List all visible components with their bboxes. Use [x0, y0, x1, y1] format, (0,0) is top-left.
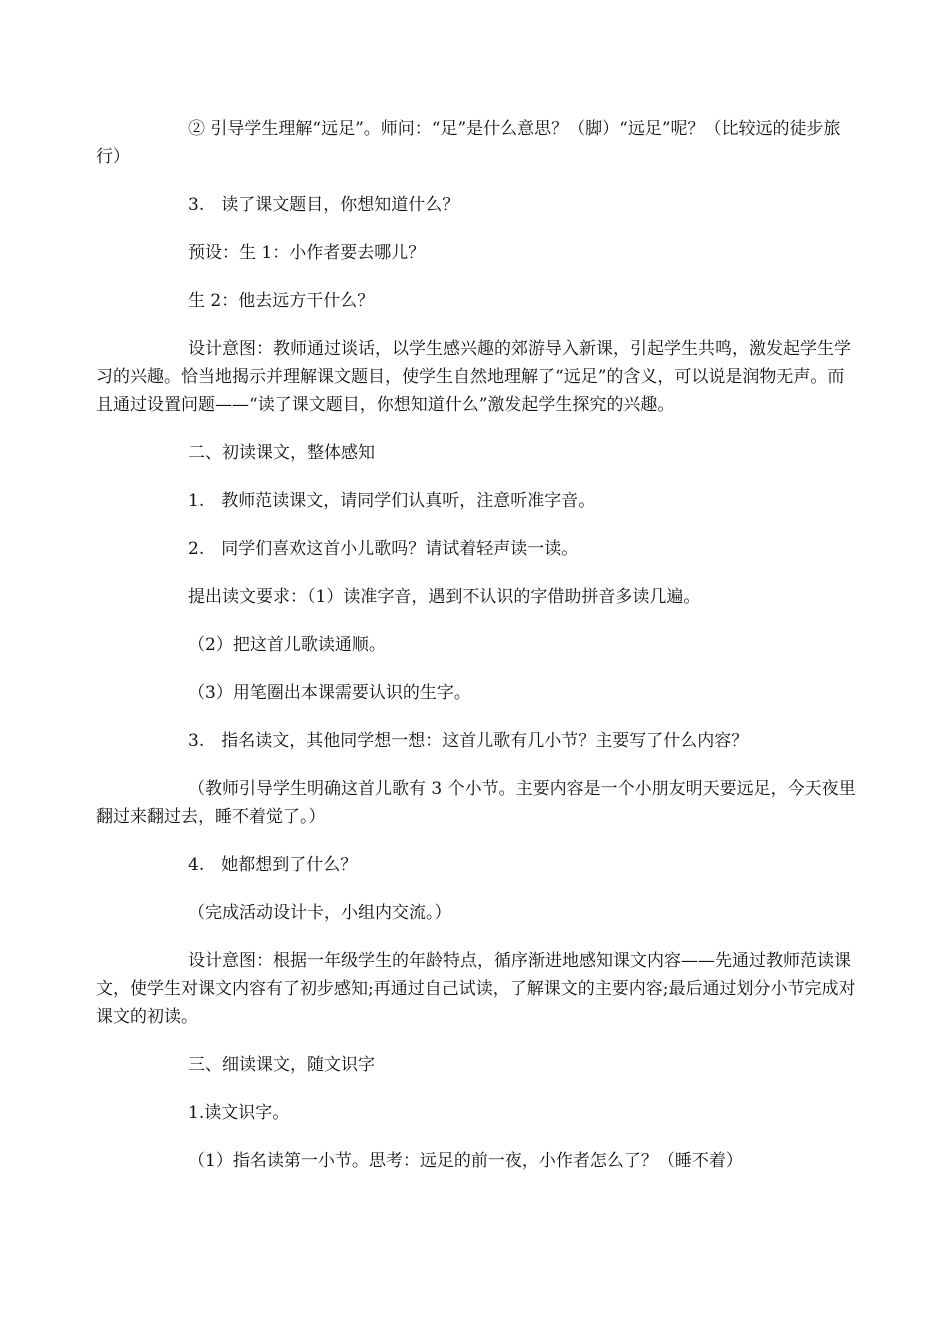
paragraph-student-2: 生 2：他去远方干什么？	[188, 291, 375, 311]
paragraph-requirement-2: （2）把这首儿歌读通顺。	[188, 635, 386, 655]
section-heading-2: 二、初读课文，整体感知	[188, 443, 375, 463]
paragraph-teacher-guide: （教师引导学生明确这首儿歌有 3 个小节。主要内容是一个小朋友明天要远足，今天夜里翻过来翻过去，睡不着觉了。）	[96, 779, 856, 827]
paragraph-step-1: 1. 教师范读课文，请同学们认真听，注意听准字音。	[188, 491, 596, 511]
paragraph-question-3: 3. 读了课文题目，你想知道什么？	[188, 195, 460, 215]
paragraph-step-4: 4. 她都想到了什么？	[188, 855, 358, 875]
paragraph-design-intent-2: 设计意图：根据一年级学生的年龄特点，循序渐进地感知课文内容——先通过教师范读课文，使学生对课文内容有了初步感知;再通过自己试读，了解课文的主要内容;最后通过划分小节完成对课文的初读。	[96, 951, 856, 1027]
paragraph-step-2: 2. 同学们喜欢这首小儿歌吗？请试着轻声读一读。	[188, 539, 579, 559]
paragraph-read-and-recognize: 1.读文识字。	[188, 1103, 290, 1123]
paragraph-guide-understanding: ② 引导学生理解“远足”。师问：“足”是什么意思？（脚）“远足”呢？（比较远的徒步旅行）	[96, 119, 841, 167]
paragraph-step-3: 3. 指名读文，其他同学想一想：这首儿歌有几小节？主要写了什么内容？	[188, 731, 749, 751]
section-heading-3: 三、细读课文，随文识字	[188, 1055, 375, 1075]
paragraph-design-intent-1: 设计意图：教师通过谈话，以学生感兴趣的郊游导入新课，引起学生共鸣，激发起学生学习的兴趣。恰当地揭示并理解课文题目，使学生自然地理解了“远足”的含义，可以说是润物无声。而且通过设置问题——“读了课文题目，你想知道什么”激发起学生探究的兴趣。	[96, 339, 851, 415]
paragraph-first-stanza: （1）指名读第一小节。思考：远足的前一夜，小作者怎么了？（睡不着）	[188, 1151, 743, 1171]
paragraph-activity-card: （完成活动设计卡，小组内交流。）	[188, 903, 452, 923]
paragraph-requirement-3: （3）用笔圈出本课需要认识的生字。	[188, 683, 471, 703]
paragraph-reading-requirements: 提出读文要求：（1）读准字音，遇到不认识的字借助拼音多读几遍。	[188, 587, 701, 607]
document-body	[96, 115, 858, 1195]
paragraph-preset-student-1: 预设：生 1：小作者要去哪儿？	[188, 243, 426, 263]
